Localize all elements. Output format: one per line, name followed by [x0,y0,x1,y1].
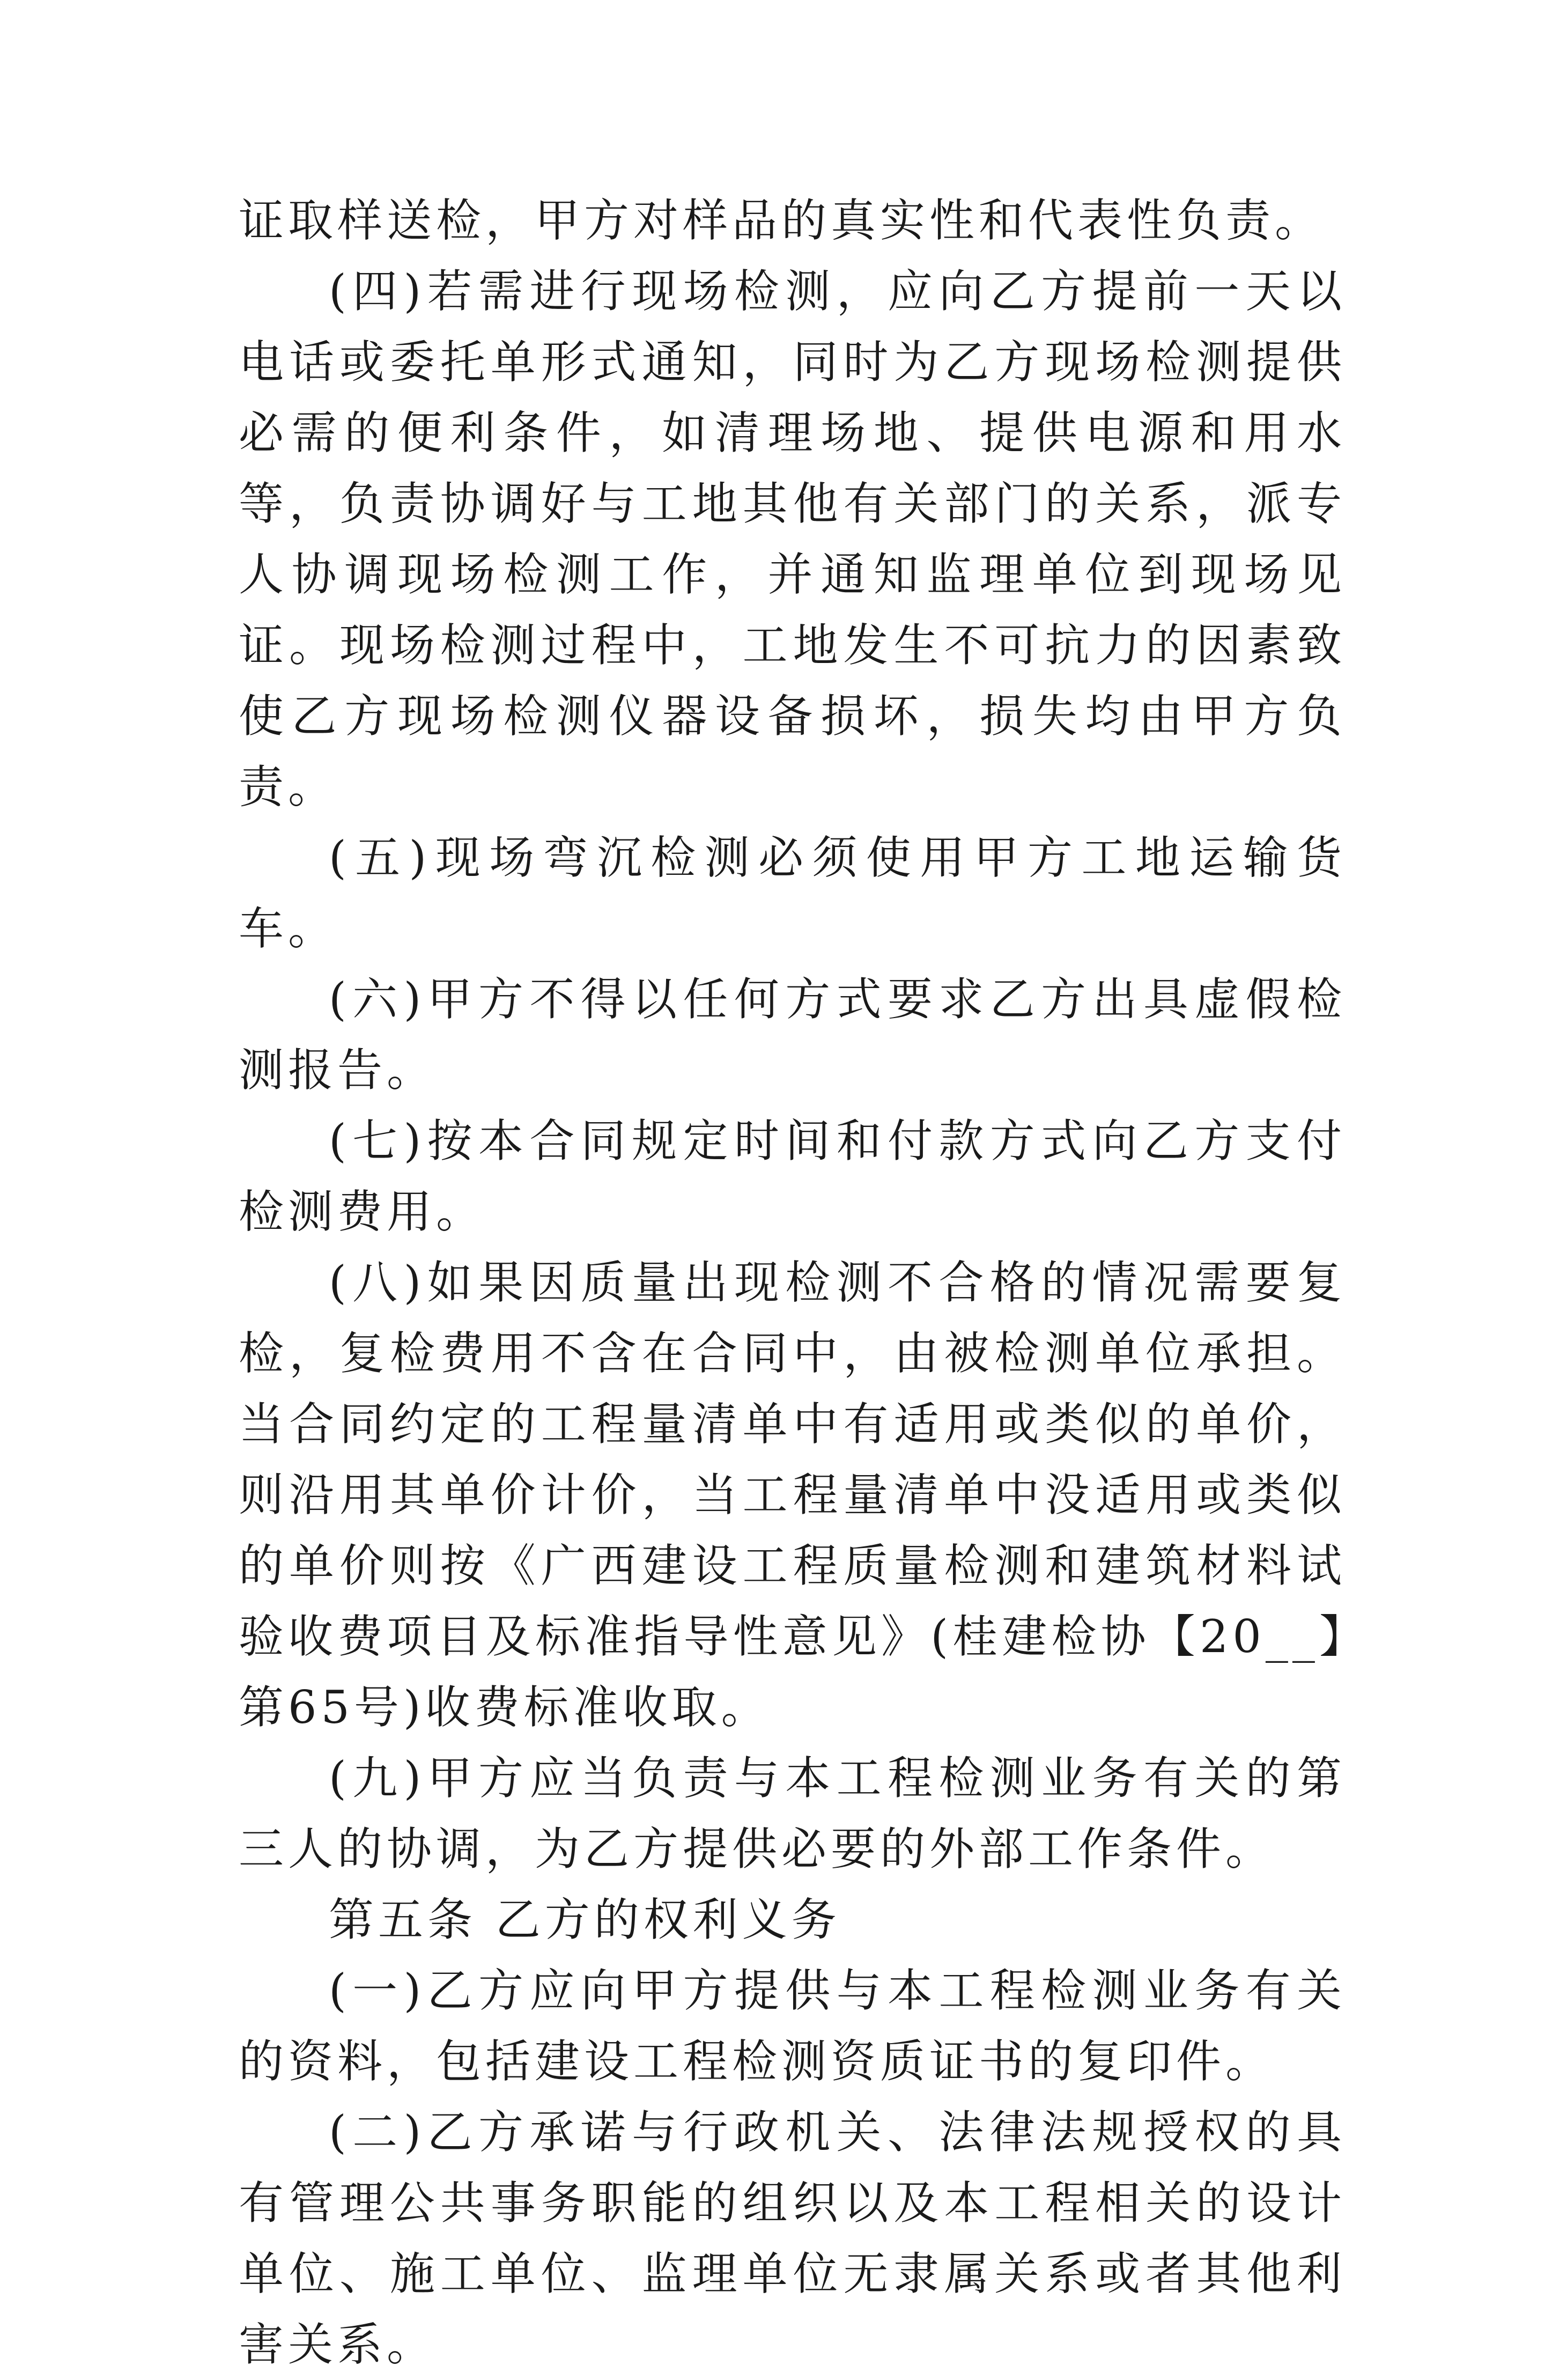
paragraph-item-8-retest-fees: (八)如果因质量出现检测不合格的情况需要复检，复检费用不含在合同中，由被检测单位承担。当合同约定的工程量清单中有适用或类似的单价，则沿用其单价计价，当工程量清单中没适用或类似的单价则按《广西建设工程质量检测和建筑材料试验收费项目及标准指导性意见》(桂建检协【20__】第65号)收费标准收取。 [239,1256,1346,1734]
paragraph-item-5-deflection-test: (五)现场弯沉检测必须使用甲方工地运输货车。 [239,831,1346,955]
section-heading-article-5: 第五条 乙方的权利义务 [329,1893,841,1946]
paragraph-article-5-item-1: (一)乙方应向甲方提供与本工程检测业务有关的资料，包括建设工程检测资质证书的复印件。 [239,1964,1346,2088]
paragraph-item-6-no-false-report: (六)甲方不得以任何方式要求乙方出具虚假检测报告。 [239,973,1346,1096]
paragraph-item-9-third-party: (九)甲方应当负责与本工程检测业务有关的第三人的协调，为乙方提供必要的外部工作条件。 [239,1752,1346,1875]
paragraph-article-5-item-2: (二)乙方承诺与行政机关、法律法规授权的具有管理公共事务职能的组织以及本工程相关的设计单位、施工单位、监理单位无隶属关系或者其他利害关系。 [239,2106,1346,2371]
paragraph-item-7-payment: (七)按本合同规定时间和付款方式向乙方支付检测费用。 [239,1115,1346,1238]
document-body [239,185,1346,2380]
paragraph-sample-responsibility: 证取样送检，甲方对样品的真实性和代表性负责。 [239,194,1325,247]
paragraph-item-4-onsite-testing: (四)若需进行现场检测，应向乙方提前一天以电话或委托单形式通知，同时为乙方现场检测提供必需的便利条件，如清理场地、提供电源和用水等，负责协调好与工地其他有关部门的关系，派专人协调现场检测工作，并通知监理单位到现场见证。现场检测过程中，工地发生不可抗力的因素致使乙方现场检测仪器设备损坏，损失均由甲方负责。 [239,265,1346,813]
